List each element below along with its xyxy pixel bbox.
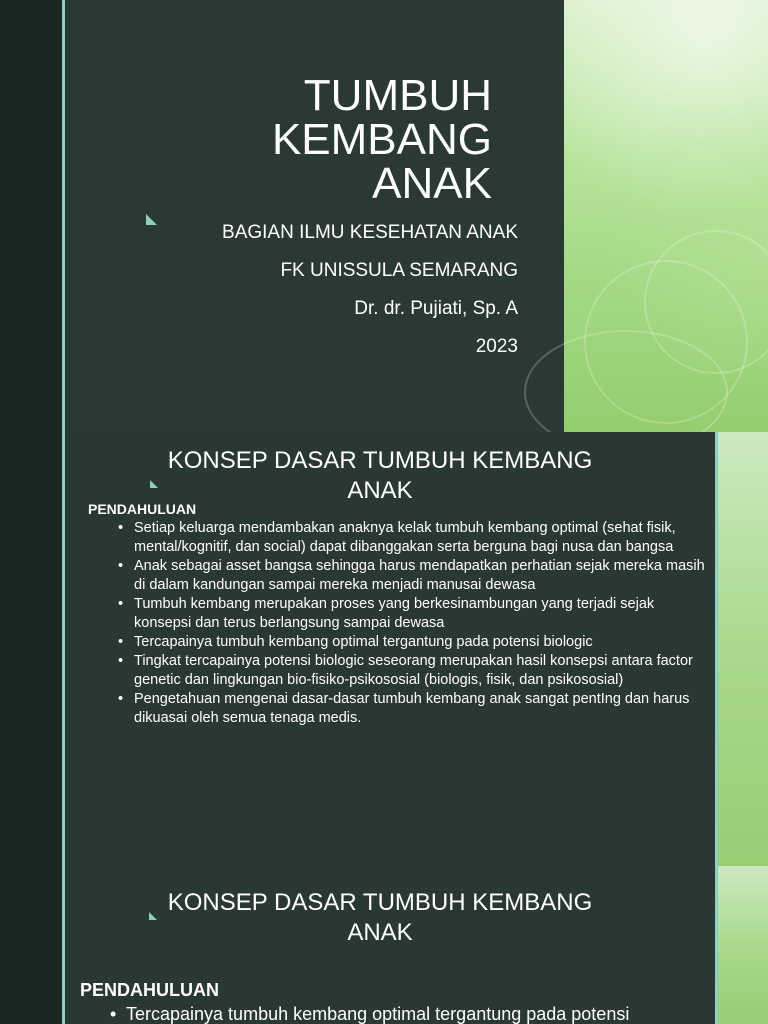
- title-slide: [0, 0, 768, 432]
- title-slide-body: [65, 0, 564, 432]
- green-decorative-panel: [718, 432, 768, 866]
- slide-title-line: KONSEP DASAR TUMBUH KEMBANG: [167, 889, 593, 916]
- content-slide: [0, 432, 768, 866]
- slide-title-line: KONSEP DASAR TUMBUH KEMBANG: [167, 447, 593, 474]
- list-item: • Tercapainya tumbuh kembang optimal tergantung pada potensi: [110, 1003, 710, 1024]
- subtitle-department: BAGIAN ILMU KESEHATAN ANAK: [222, 222, 518, 243]
- green-decorative-panel: [718, 866, 768, 1024]
- green-decorative-panel: [564, 0, 768, 432]
- bullet-list: [118, 519, 714, 728]
- slide-title-line: ANAK: [347, 919, 413, 946]
- section-heading: PENDAHULUAN: [80, 980, 219, 1000]
- title-line: KEMBANG: [271, 115, 492, 164]
- triangle-arrow-icon: [146, 214, 157, 225]
- bullet-list: [110, 1003, 710, 1024]
- section-heading: PENDAHULUAN: [88, 501, 197, 517]
- left-dark-strip: [0, 0, 62, 432]
- slide-title: [100, 446, 660, 506]
- list-item: • Tingkat tercapainya potensi biologic seseorang merupakan hasil konsepsi antara factor genetic dan lingkungan bio-fisiko-psikososial (biologis, fisik, dan psikososial): [118, 652, 714, 690]
- left-dark-strip: [0, 866, 62, 1024]
- slide-title: [100, 888, 660, 948]
- subtitle-year: 2023: [475, 336, 518, 357]
- slide-title-line: ANAK: [347, 477, 413, 504]
- presentation-title: [200, 71, 492, 208]
- list-item: • Anak sebagai asset bangsa sehingga harus mendapatkan perhatian sejak mereka masih di dalam kandungan sampai mereka menjadi manusai dewasa: [118, 557, 714, 595]
- title-line: ANAK: [372, 159, 492, 208]
- list-item: • Setiap keluarga mendambakan anaknya kelak tumbuh kembang optimal (sehat fisik, mental/kognitif, dan social) dapat dibanggakan serta berguna bagi nusa dan bangsa: [118, 519, 714, 557]
- subtitle-faculty: FK UNISSULA SEMARANG: [280, 260, 518, 281]
- subtitle-author: Dr. dr. Pujiati, Sp. A: [354, 298, 518, 319]
- list-item: • Tercapainya tumbuh kembang optimal tergantung pada potensi biologic: [118, 633, 714, 652]
- triangle-arrow-icon: [150, 480, 158, 488]
- triangle-arrow-icon: [149, 912, 157, 920]
- list-item: • Tumbuh kembang merupakan proses yang berkesinambungan yang terjadi sejak konsepsi dan terus berlangsung sampai dewasa: [118, 595, 714, 633]
- title-line: TUMBUH: [303, 71, 492, 120]
- content-slide: [0, 866, 768, 1024]
- list-item: • Pengetahuan mengenai dasar-dasar tumbuh kembang anak sangat pentIng dan harus dikuasai oleh semua tenaga medis.: [118, 690, 714, 728]
- left-dark-strip: [0, 432, 62, 866]
